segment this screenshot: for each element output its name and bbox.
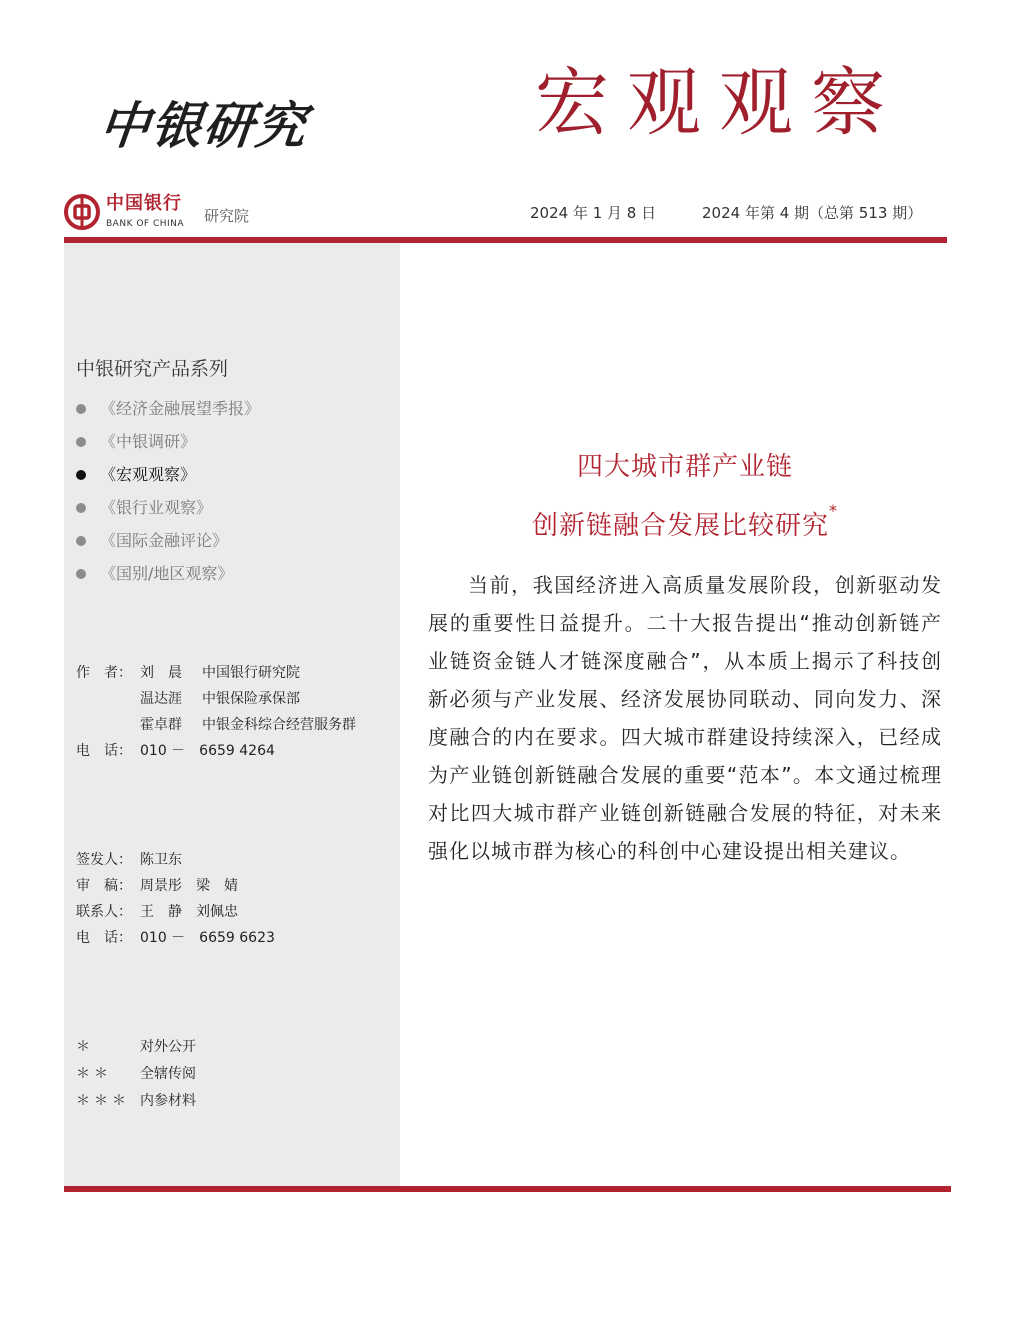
contact-phone: 010 － 6659 6623: [140, 930, 275, 946]
distribution-symbol: ＊＊＊: [76, 1093, 130, 1109]
signer-row: [76, 847, 275, 873]
bank-of-china-logo-icon: [64, 194, 100, 230]
distribution-legend: [76, 1034, 196, 1115]
authors-label: 作 者：: [76, 665, 132, 681]
phone-label: 电 话：: [76, 930, 132, 946]
author-phone-row: [76, 738, 356, 764]
contact-label: 联系人：: [76, 904, 132, 920]
title-footnote-mark: *: [829, 501, 838, 520]
series-item: [76, 425, 260, 458]
bottom-divider: [64, 1186, 951, 1192]
institute-label: 研究院: [204, 207, 250, 225]
series-item: [76, 557, 260, 590]
distribution-label: 对外公开: [140, 1039, 196, 1055]
distribution-label: 全辖传阅: [140, 1066, 196, 1082]
series-item-label: 《国别/地区观察》: [100, 563, 234, 583]
series-heading: 中银研究产品系列: [76, 358, 229, 380]
contact-row: [76, 899, 275, 925]
distribution-label: 内参材料: [140, 1093, 196, 1109]
brand-calligraphy-logo: 中银研究: [96, 96, 311, 155]
article-title-line1: 四大城市群产业链: [576, 452, 793, 482]
bullet-icon: [76, 470, 86, 480]
issuance-block: [76, 847, 275, 951]
signer-name: 陈卫东: [140, 852, 182, 868]
author-phone: 010 － 6659 4264: [140, 743, 275, 759]
article-title-text: 创新链融合发展比较研究: [531, 511, 829, 541]
author-org: 中银金科综合经营服务群: [202, 717, 356, 733]
bullet-icon: [76, 503, 86, 513]
series-item-label: 《银行业观察》: [100, 497, 213, 517]
reviewer-names: 周景彤 梁 婧: [140, 878, 238, 894]
distribution-row: [76, 1088, 196, 1115]
series-item-label: 《国际金融评论》: [100, 530, 229, 550]
series-title: 宏观观察: [535, 60, 903, 146]
distribution-row: [76, 1034, 196, 1061]
bank-name-en: BANK OF CHINA: [106, 219, 185, 229]
series-list: [76, 392, 260, 590]
author-org: 中国银行研究院: [202, 665, 300, 681]
article-abstract: 当前，我国经济进入高质量发展阶段，创新驱动发展的重要性日益提升。二十大报告提出“推动创新链产业链资金链人才链深度融合”，从本质上揭示了科技创新必须与产业发展、经济发展协同联动、同向发力、深度融合的内在要求。四大城市群建设持续深入，已经成为产业链创新链融合发展的重要“范本”。本文通过梳理对比四大城市群产业链创新链融合发展的特征，对未来强化以城市群为核心的科创中心建设提出相关建议。: [428, 573, 942, 863]
series-item: [76, 491, 260, 524]
series-item: [76, 524, 260, 557]
phone-label: 电 话：: [76, 743, 132, 759]
distribution-symbol: ＊: [76, 1039, 94, 1055]
issue-number: 2024 年第 4 期（总第 513 期）: [702, 204, 923, 222]
author-row: [76, 660, 356, 686]
series-item-label: 《中银调研》: [100, 431, 197, 451]
distribution-symbol: ＊＊: [76, 1066, 112, 1082]
author-name: 温达涯: [140, 691, 182, 707]
series-item-active: [76, 458, 260, 491]
reviewer-row: [76, 873, 275, 899]
series-item-label: 《经济金融展望季报》: [100, 398, 261, 418]
article-title-line2: [420, 501, 950, 542]
contact-phone-row: [76, 925, 275, 951]
series-item: [76, 392, 260, 425]
author-name: 刘 晨: [140, 665, 182, 681]
bullet-icon: [76, 536, 86, 546]
author-block: [76, 660, 356, 764]
bullet-icon: [76, 569, 86, 579]
author-row: [76, 686, 356, 712]
bullet-icon: [76, 437, 86, 447]
author-org: 中银保险承保部: [202, 691, 300, 707]
bank-name-cn: 中国银行: [106, 193, 182, 214]
bullet-icon: [76, 404, 86, 414]
publish-date: 2024 年 1 月 8 日: [530, 204, 657, 222]
author-row: [76, 712, 356, 738]
author-name: 霍卓群: [140, 717, 182, 733]
reviewer-label: 审 稿：: [76, 878, 132, 894]
distribution-row: [76, 1061, 196, 1088]
signer-label: 签发人：: [76, 852, 132, 868]
contact-names: 王 静 刘佩忠: [140, 904, 238, 920]
series-item-label: 《宏观观察》: [100, 464, 197, 484]
